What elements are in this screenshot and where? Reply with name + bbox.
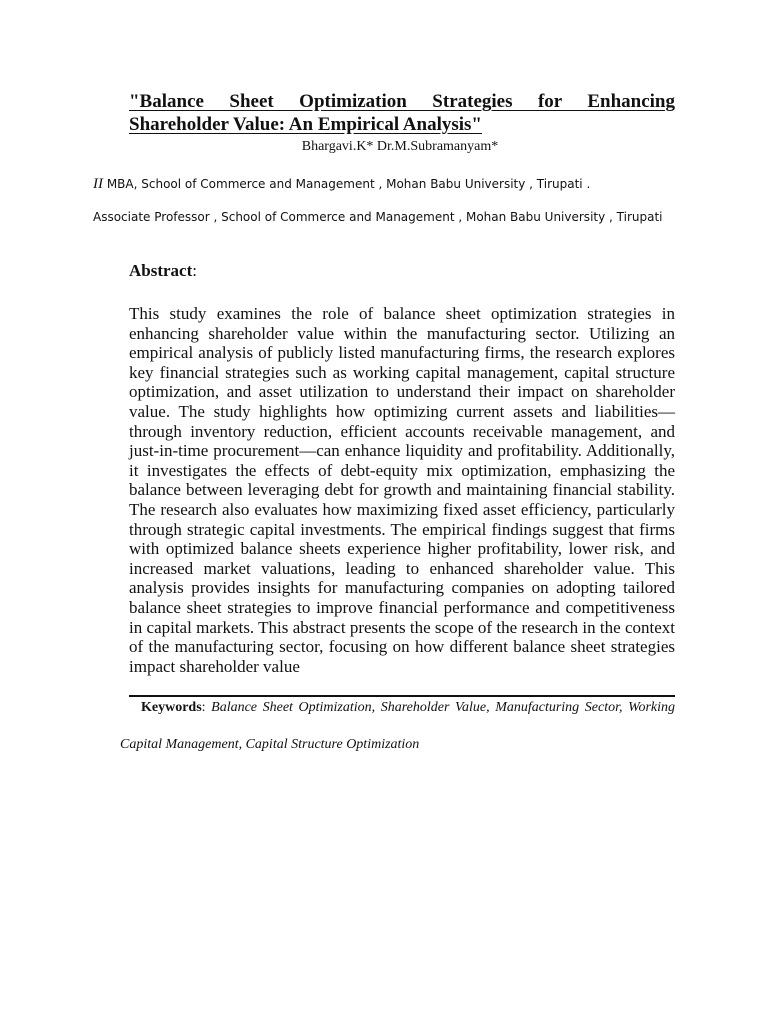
abstract-divider [129,695,675,697]
author-line: Bhargavi.K* Dr.M.Subramanyam* [301,139,499,154]
affiliation-marker: II [93,176,103,192]
keywords-separator: : [201,700,212,715]
keywords-line-1 [93,699,675,717]
abstract-heading-colon: : [192,261,197,280]
abstract-heading [129,261,197,281]
paper-title: "Balance Sheet Optimization Strategies for Enhancing Shareholder Value: An Empirical Analysis" [129,91,675,135]
abstract-heading-text: Abstract [129,261,193,280]
affiliation-first-text: MBA, School of Commerce and Management , Mohan Babu University , Tirupati . [106,177,591,191]
keywords-values-2: Capital Management, Capital Structure Optimization [120,737,420,752]
affiliation-second: Associate Professor , School of Commerce and Management , Mohan Babu University , Tirupati [93,210,663,224]
keywords [93,699,675,717]
abstract-body: This study examines the role of balance sheet optimization strategies in enhancing shareholder value within the manufacturing sector. Utilizing an empirical analysis of publicly listed manufacturing firms, the research explores key financial strategies such as working capital management, capital structure optimization, and asset utilization to understand their impact on shareholder value. The study highlights how optimizing current assets and liabilities—through inventory reduction, efficient accounts receivable management, and just-in-time procurement—can enhance liquidity and profitability. Additionally, it investigates the effects of debt-equity mix optimization, emphasizing the balance between leveraging debt for growth and maintaining financial stability. The research also evaluates how maximizing fixed asset efficiency, particularly through strategic capital investments. The empirical findings suggest that firms with optimized balance sheets experience higher profitability, lower risk, and increased market valuations, leading to enhanced shareholder value. This analysis provides insights for manufacturing companies on adopting tailored balance sheet strategies to improve financial performance and competitiveness in capital markets. This abstract presents the scope of the research in the context of the manufacturing sector, focusing on how different balance sheet strategies impact shareholder value [129,304,675,676]
keywords-label: Keywords [141,700,202,715]
keywords-values-1: Balance Sheet Optimization, Shareholder Value, Manufacturing Sector, Working [211,700,675,715]
affiliation-first [93,174,673,195]
